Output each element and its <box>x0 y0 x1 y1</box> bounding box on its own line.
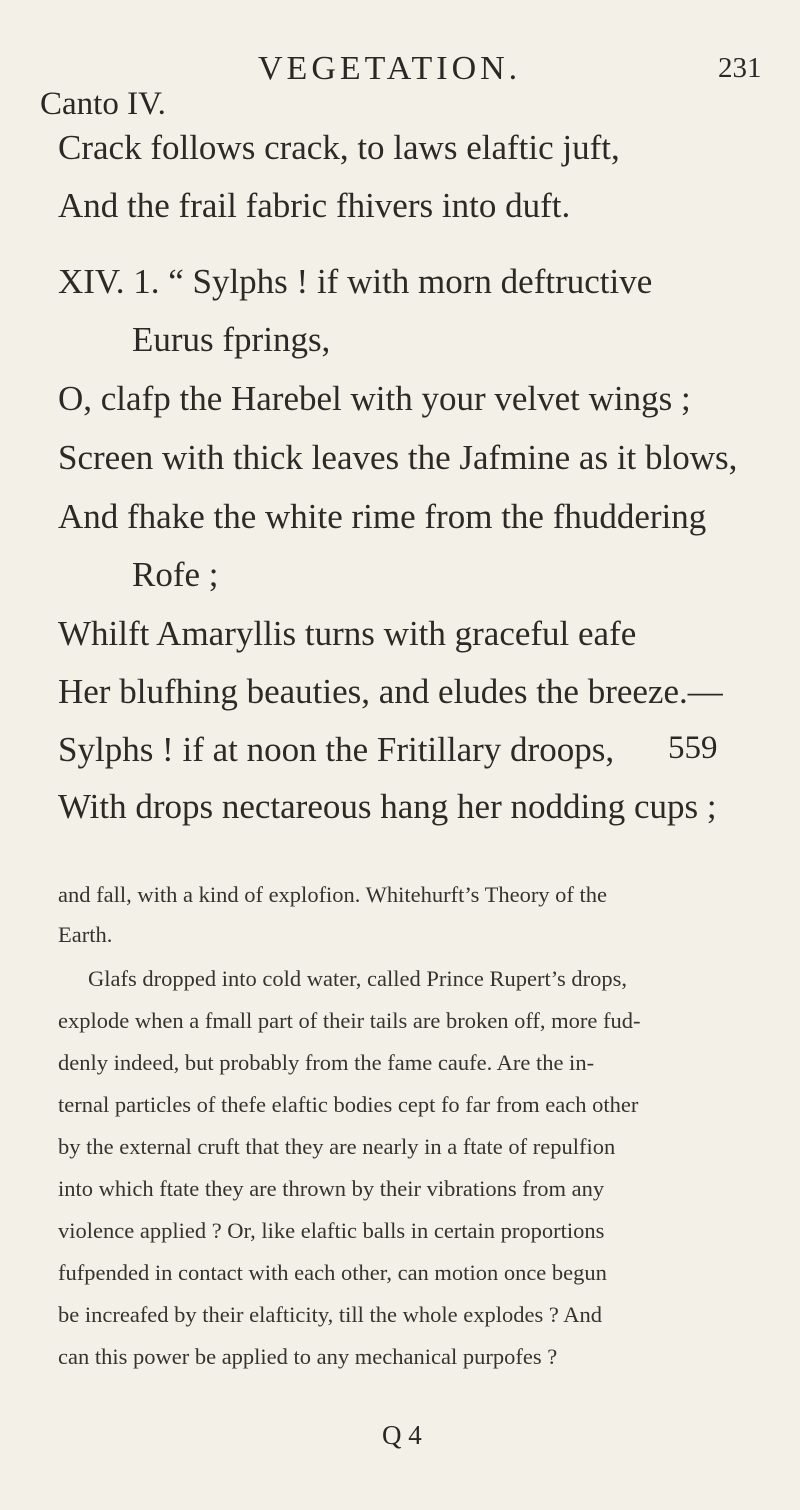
verse-line: Eurus fprings, <box>132 320 331 359</box>
verse-line: Her blufhing beauties, and eludes the breeze.— <box>58 672 723 711</box>
verse-line: XIV. 1. “ Sylphs ! if with morn deftructive <box>58 262 653 301</box>
footnote-line: Earth. <box>58 922 113 947</box>
footnote-line: by the external cruft that they are nearly in a ftate of repulfion <box>58 1134 616 1159</box>
canto-label: Canto IV. <box>40 86 166 122</box>
verse-line: Rofe ; <box>132 555 219 594</box>
verse-line: Sylphs ! if at noon the Fritillary droops, <box>58 730 615 769</box>
signature-mark: Q 4 <box>382 1420 422 1450</box>
verse-line: Screen with thick leaves the Jafmine as it blows, <box>58 438 738 477</box>
footnote-line: violence applied ? Or, like elaftic balls in certain proportions <box>58 1218 605 1243</box>
verse-line: And the frail fabric fhivers into duft. <box>58 186 571 225</box>
footnote-line: Glafs dropped into cold water, called Prince Rupert’s drops, <box>88 966 627 991</box>
footnote-line: fufpended in contact with each other, can motion once begun <box>58 1260 607 1285</box>
footnote-line: into which ftate they are thrown by their vibrations from any <box>58 1176 605 1201</box>
footnote-line: explode when a fmall part of their tails are broken off, more fud- <box>58 1008 641 1033</box>
footnote-line: ternal particles of thefe elaftic bodies cept fo far from each other <box>58 1092 639 1117</box>
verse-line: And fhake the white rime from the fhuddering <box>58 497 707 536</box>
footnote-line: be increafed by their elafticity, till the whole explodes ? And <box>58 1302 602 1327</box>
page-number: 231 <box>718 52 762 84</box>
verse-line: Whilft Amaryllis turns with graceful eafe <box>58 614 637 653</box>
verse-line: With drops nectareous hang her nodding cups ; <box>58 787 717 826</box>
line-number: 559 <box>668 730 718 766</box>
footnote-line: and fall, with a kind of explofion. Whitehurft’s Theory of the <box>58 882 608 907</box>
footnote-line: can this power be applied to any mechanical purpofes ? <box>58 1344 558 1369</box>
verse-line: O, clafp the Harebel with your velvet wings ; <box>58 379 691 418</box>
verse-line: Crack follows crack, to laws elaftic juft, <box>58 128 620 167</box>
footnote-line: denly indeed, but probably from the fame caufe. Are the in- <box>58 1050 595 1075</box>
running-title: VEGETATION. <box>258 50 522 87</box>
